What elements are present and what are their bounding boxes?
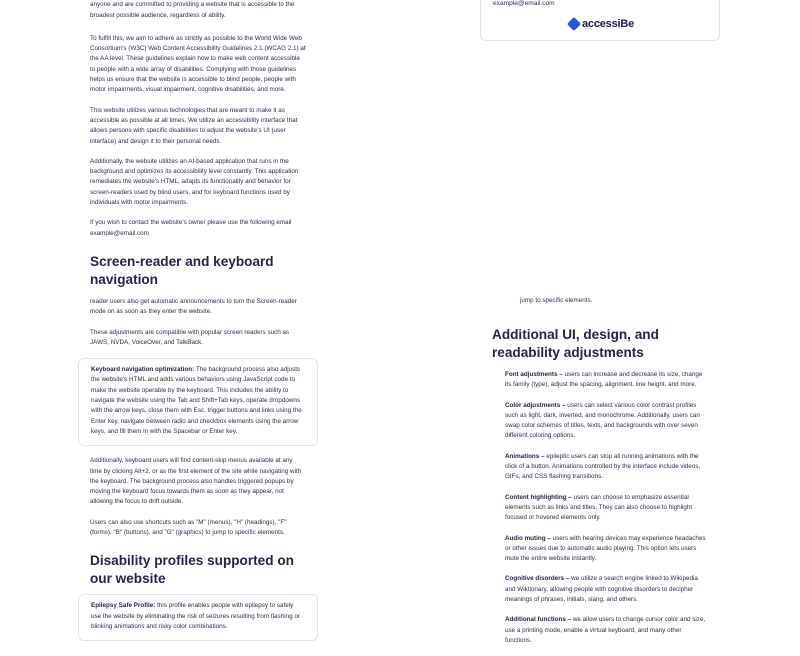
intro-paragraph: Additionally, the website utilizes an AI-based application that runs in the background and optimizes its accessibility level constantly. This application remediates the website's HTML, adapts its functionality and behavior for screen-readers used by blind users, and for keyboard functions used by individuals with motor impairments. — [90, 157, 299, 207]
header-card — [480, 0, 720, 41]
screen-reader-compat: These adjustments are compatible with popular screen readers such as JAWS, NVDA, VoiceOver, and TalkBack. — [90, 328, 290, 346]
adjustment-label: Audio muting – — [505, 534, 551, 542]
logo-icon — [567, 17, 581, 31]
epilepsy-paragraph — [91, 601, 305, 632]
adjustment-item — [505, 615, 706, 646]
keyboard-paragraph — [91, 365, 305, 437]
logo-text: accessiBe — [582, 18, 635, 30]
adjustment-text: we utilize a search engine linked to Wikipedia and Wiktionary, allowing people with cognitive disorders to decipher meanings of phrases, initials, slang, and others. — [505, 575, 698, 604]
screen-reader-text: reader users also get automatic announcements to turn the Screen-reader mode on as soon as they enter the website. — [90, 297, 297, 316]
contact-email[interactable]: example@email.com — [493, 0, 555, 7]
right-fragment — [505, 296, 710, 306]
adjustment-label: Content highlighting – — [505, 493, 572, 501]
adjustment-item — [505, 493, 706, 524]
adjustment-label: Additional functions – — [505, 616, 572, 624]
fragment-text: jump to specific elements. — [520, 297, 593, 304]
adjustment-text: users can select various color contrast profiles such as light, dark, inverted, and monochrome. Additionally, users can swap color schemes of titles, texts, and backgrounds with over seven different coloring options. — [505, 401, 700, 440]
epilepsy-profile-box — [78, 594, 318, 641]
adjustment-label: Animations – — [505, 452, 545, 460]
adjustment-text: users with hearing devices may experience headaches or other issues due to automatic audio playing. This option lets users mute the entire website instantly. — [505, 534, 706, 563]
adjustment-item — [505, 370, 706, 391]
adjustment-item — [505, 534, 706, 565]
intro-paragraph: This website utilizes various technologies that are meant to make it as accessible as possible at all times. We utilize an accessibility interface that allows persons with specific disabilities to adjust the website's UI (user interface) and design it to their personal needs. — [90, 106, 298, 145]
skip-menu-paragraph: Additionally, keyboard users will find content-skip menus available at any time by clicking Alt+2, or as the first element of the site while navigating with the keyboard. The background process also handles triggered popups by moving the keyboard focus towards them as soon as they appear, not allowing the focus to drift outside. — [90, 457, 302, 506]
epilepsy-label: Epilepsy Safe Profile: — [91, 602, 156, 610]
adjustment-item — [505, 452, 706, 483]
left-column — [90, 0, 306, 641]
keyboard-label: Keyboard navigation optimization: — [91, 366, 195, 374]
logo — [569, 18, 634, 30]
adjustment-text: we allow users to change cursor color and size, use a printing mode, enable a virtual keyboard, and many other functions. — [505, 616, 706, 644]
adjustment-item — [505, 574, 706, 605]
section-heading-screen-reader: Screen-reader and keyboard navigation — [90, 253, 274, 287]
epilepsy-text: this profile enables people with epilepsy to safely use the website by eliminating the risk of seizures resulting from flashing or blinking animations and risky color combinations. — [91, 602, 300, 630]
adjustment-label: Cognitive disorders – — [505, 575, 570, 583]
section-heading-disability-profiles: Disability profiles supported on our website — [90, 553, 294, 587]
screen-reader-paragraph — [90, 297, 306, 318]
keyboard-text: The background process also adjusts the website's HTML and adds various behaviors using JavaScript code to make the website operable by the keyboard. This includes the ability to navigate the website using the Tab and Shift+Tab keys, operate dropdowns with the arrow keys, close them with Esc, trigger buttons and links using the Enter key, navigate between radio and checkbox elements using the arrow keys, and fill them in with the Spacebar or Enter key. — [91, 366, 302, 435]
adjustment-item — [505, 401, 706, 442]
adjustment-text: users can increase and decrease its size, change its family (type), adjust the spacing, alignment, line height, and more. — [505, 371, 703, 389]
section-heading-ui-adjustments: Additional UI, design, and readability adjustments — [492, 327, 659, 360]
adjustments-list — [492, 370, 706, 646]
intro-paragraph: To fulfill this, we aim to adhere as strictly as possible to the World Wide Web Consortium's (W3C) Web Content Accessibility Guidelines 2.1 (WCAG 2.1) at the AA level. These guidelines explain how to make web content accessible to people with a wide array of disabilities. Complying with those guidelines helps us ensure that the website is accessible to blind people, people with motor impairments, visual impairment, cognitive disabilities, and more. — [90, 34, 306, 94]
contact-paragraph: If you wish to contact the website's owner please use the following email example@email.com — [90, 219, 292, 237]
adjustment-label: Color adjustments – — [505, 401, 566, 409]
shortcuts-paragraph: Users can also use shortcuts such as "M" (menus), "H" (headings), "F" (forms), "B" (buttons), and "G" (graphics) to jump to specific elements. — [90, 518, 287, 536]
right-column — [492, 326, 718, 656]
adjustment-text: epileptic users can stop all running animations with the click of a button. Animations controlled by the interface include videos, GIFs, and CSS flashing transitions. — [505, 452, 701, 481]
intro-paragraph: anyone and are committed to providing a website that is accessible to the broadest possible audience, regardless of ability. — [90, 1, 295, 19]
adjustment-text: users can choose to emphasize essential elements such as links and titles. They can also choose to highlight focused or hovered elements only. — [505, 493, 693, 522]
keyboard-navigation-box — [78, 358, 318, 446]
adjustment-label: Font adjustments – — [505, 371, 563, 378]
